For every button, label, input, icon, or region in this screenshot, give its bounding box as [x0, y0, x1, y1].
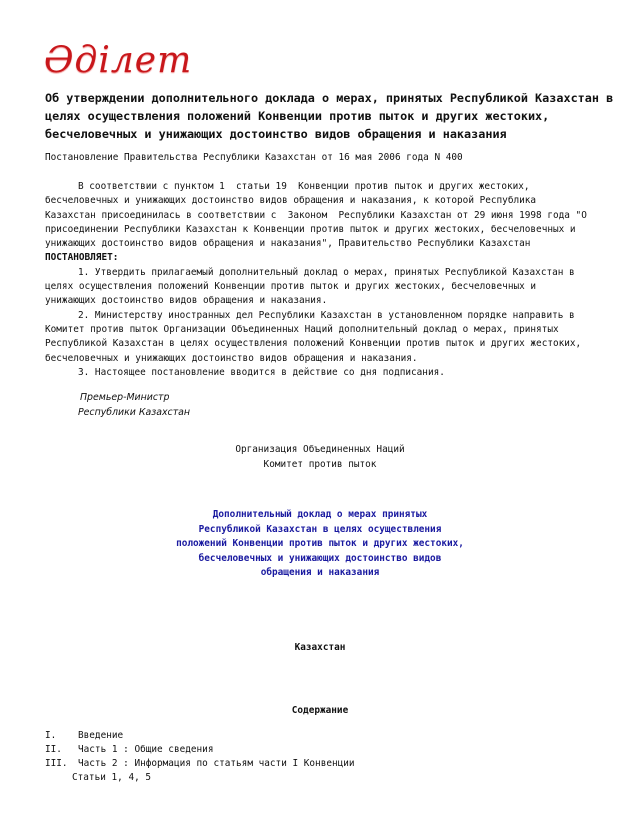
toc-subitem[interactable]: Статьи 1, 4, 5	[72, 772, 152, 783]
report-title-line: положений Конвенции против пыток и других жестоких,	[176, 538, 464, 549]
table-of-contents	[45, 729, 355, 785]
report-title-line: Дополнительный доклад о мерах принятых	[212, 509, 428, 520]
body-line: присоединении Республики Казахстан к Конвенции против пыток и других жестоких, бесчеловечных и	[45, 223, 576, 235]
title-line: целях осуществления положений Конвенции против пыток и других жестоких,	[45, 109, 550, 123]
body-line: целях осуществления положений Конвенции против пыток и других жестоких, бесчеловечных и	[45, 281, 537, 293]
toc-label: Введение	[78, 730, 124, 741]
report-title-line: Республикой Казахстан в целях осуществления	[198, 523, 442, 535]
toc-label: Часть 1 : Общие сведения	[78, 744, 214, 755]
body-line: унижающих достоинство видов обращения и наказания.	[45, 295, 328, 307]
un-name: Организация Объединенных Наций	[235, 444, 405, 455]
body-line: Республикой Казахстан в целях осуществления положений Конвенции против пыток и других жестоких,	[45, 338, 582, 350]
report-title-line: бесчеловечных и унижающих достоинство видов	[198, 552, 442, 564]
document-subtitle: Постановление Правительства Республики Казахстан от 16 мая 2006 года N 400	[45, 152, 463, 163]
toc-item[interactable]	[45, 729, 355, 743]
country-heading: Казахстан	[294, 642, 346, 653]
item-3: 3. Настоящее постановление вводится в действие со дня подписания.	[78, 366, 445, 378]
decree-word: ПОСТАНОВЛЯЕТ:	[45, 252, 119, 264]
toc-item[interactable]	[45, 743, 355, 757]
decree-body	[45, 180, 587, 380]
title-line: бесчеловечных и унижающих достоинство видов обращения и наказания	[45, 127, 507, 141]
body-line: унижающих достоинство видов обращения и наказания", Правительство Республики Казахстан	[45, 238, 531, 250]
body-line: бесчеловечных и унижающих достоинство видов обращения и наказания, к которой Республика	[45, 195, 537, 207]
body-line: бесчеловечных и унижающих достоинство видов обращения и наказания.	[45, 352, 418, 364]
signature-org: Республики Казахстан	[78, 407, 191, 418]
report-title-line: обращения и наказания	[260, 567, 380, 578]
body-line: Казахстан присоединилась в соответствии с Законом Республики Казахстан от 29 июня 1998 года "О	[45, 209, 587, 221]
signature-title: Премьер-Министр	[80, 392, 170, 403]
toc-number: II.	[45, 744, 62, 755]
toc-item[interactable]	[45, 757, 355, 771]
item-1: 1. Утвердить прилагаемый дополнительный доклад о мерах, принятых Республикой Казахстан в	[78, 266, 575, 278]
committee-name: Комитет против пыток	[263, 459, 377, 470]
toc-label: Часть 2 : Информация по статьям части I Конвенции	[78, 758, 355, 769]
document-title	[45, 89, 613, 143]
contents-heading: Содержание	[291, 705, 349, 716]
report-title	[0, 508, 640, 581]
toc-number: I.	[45, 730, 57, 741]
body-line: Комитет против пыток Организации Объединенных Наций дополнительный доклад о мерах, принятых	[45, 323, 559, 335]
item-2: 2. Министерству иностранных дел Республики Казахстан в установленном порядке направить в	[78, 309, 575, 321]
logo-text: Әділет	[44, 40, 193, 81]
body-line: В соответствии с пунктом 1 статьи 19 Конвенции против пыток и других жестоких,	[78, 181, 530, 192]
toc-number: III.	[45, 758, 68, 769]
adilet-logo[interactable]	[44, 40, 192, 81]
title-line: Об утверждении дополнительного доклада о мерах, принятых Республикой Казахстан в	[45, 91, 614, 105]
